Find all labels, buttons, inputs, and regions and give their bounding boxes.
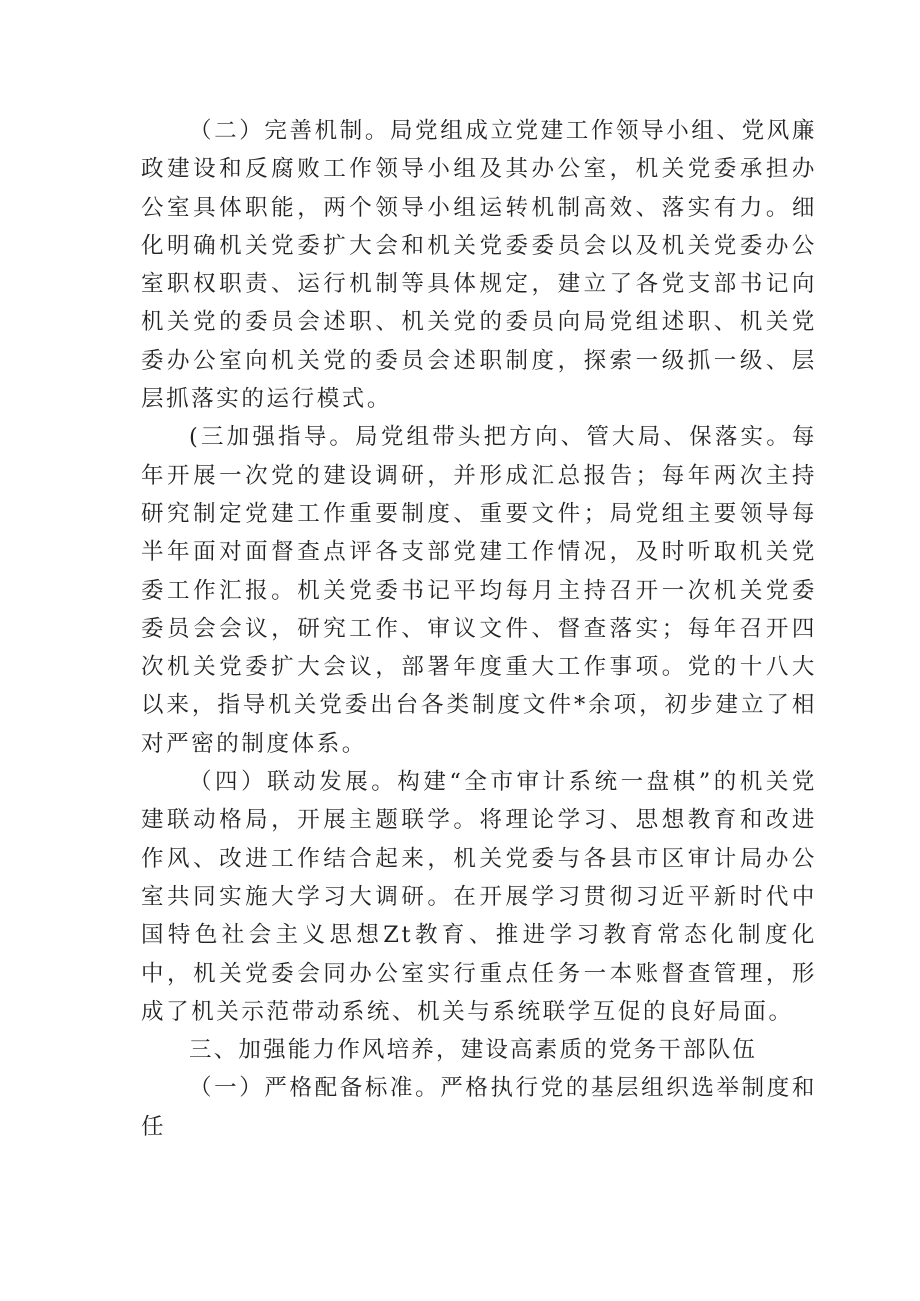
paragraph-linked-development: （四）联动发展。构建“全市审计系统一盘棋”的机关党建联动格局，开展主题联学。将理论学习、思想教育和改进作风、改进工作结合起来，机关党委与各县市区审计局办公室共同实施大学习大调研。在开展学习贯彻习近平新时代中国特色社会主义思想Zt教育、推进学习教育常态化制度化中，机关党委会同办公室实行重点任务一本账督查管理，形成了机关示范带动系统、机关与系统联学互促的良好局面。: [141, 769, 817, 1025]
paragraph-staffing-standards: （一）严格配备标准。严格执行党的基层组织选举制度和任: [141, 1075, 817, 1140]
document-body: [141, 112, 817, 1146]
paragraph-improve-mechanism: （二）完善机制。局党组成立党建工作领导小组、党风廉政建设和反腐败工作领导小组及其办公室，机关党委承担办公室具体职能，两个领导小组运转机制高效、落实有力。细化明确机关党委扩大会和机关党委委员会以及机关党委办公室职权职责、运行机制等具体规定，建立了各党支部书记向机关党的委员会述职、机关党的委员向局党组述职、机关党委办公室向机关党的委员会述职制度，探索一级抓一级、层层抓落实的运行模式。: [141, 118, 817, 413]
section-heading: 三、加强能力作风培养，建设高素质的党务干部队伍: [189, 1037, 758, 1064]
paragraph-strengthen-guidance: (三加强指导。局党组带头把方向、管大局、保落实。每年开展一次党的建设调研，并形成汇总报告；每年两次主持研究制定党建工作重要制度、重要文件；局党组主要领导每半年面对面督查点评各支部党建工作情况，及时听取机关党委工作汇报。机关党委书记平均每月主持召开一次机关党委委员会会议，研究工作、审议文件、督查落实；每年召开四次机关党委扩大会议，部署年度重大工作事项。党的十八大以来，指导机关党委出台各类制度文件*余项，初步建立了相对严密的制度体系。: [141, 424, 817, 757]
